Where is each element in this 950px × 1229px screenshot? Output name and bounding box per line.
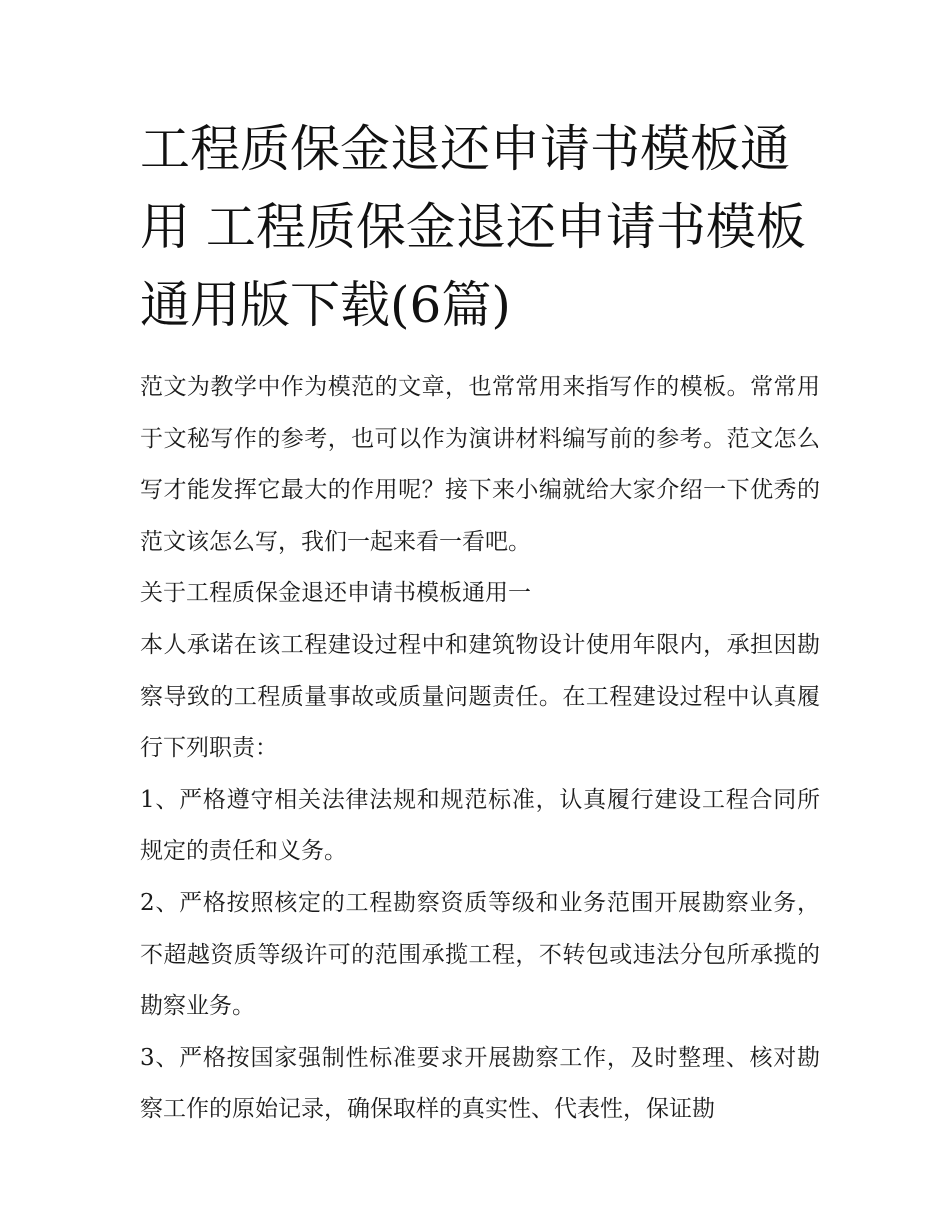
duty-item-1: 1、严格遵守相关法律法规和规范标准，认真履行建设工程合同所规定的责任和义务。 (140, 786, 820, 865)
intro-paragraph: 范文为教学中作为模范的文章，也常常用来指写作的模板。常常用于文秘写作的参考，也可以作为演讲材料编写前的参考。范文怎么写才能发挥它最大的作用呢？接下来小编就给大家介绍一下优秀的范文该怎么写，我们一起来看一看吧。 (140, 374, 820, 555)
section-heading: 关于工程质保金退还申请书模板通用一 (140, 580, 531, 607)
document-page (140, 110, 820, 1136)
duty-item-2: 2、严格按照核定的工程勘察资质等级和业务范围开展勘察业务，不超越资质等级许可的范围承揽工程，不转包或违法分包所承揽的勘察业务。 (140, 889, 820, 1020)
duty-item-3: 3、严格按国家强制性标准要求开展勘察工作，及时整理、核对勘察工作的原始记录，确保取样的真实性、代表性，保证勘 (140, 1044, 820, 1123)
document-body (140, 362, 820, 1136)
document-title: 工程质保金退还申请书模板通用 工程质保金退还申请书模板通用版下载(6篇) (140, 120, 806, 334)
commitment-paragraph: 本人承诺在该工程建设过程中和建筑物设计使用年限内，承担因勘察导致的工程质量事故或质量问题责任。在工程建设过程中认真履行下列职责： (140, 631, 820, 762)
